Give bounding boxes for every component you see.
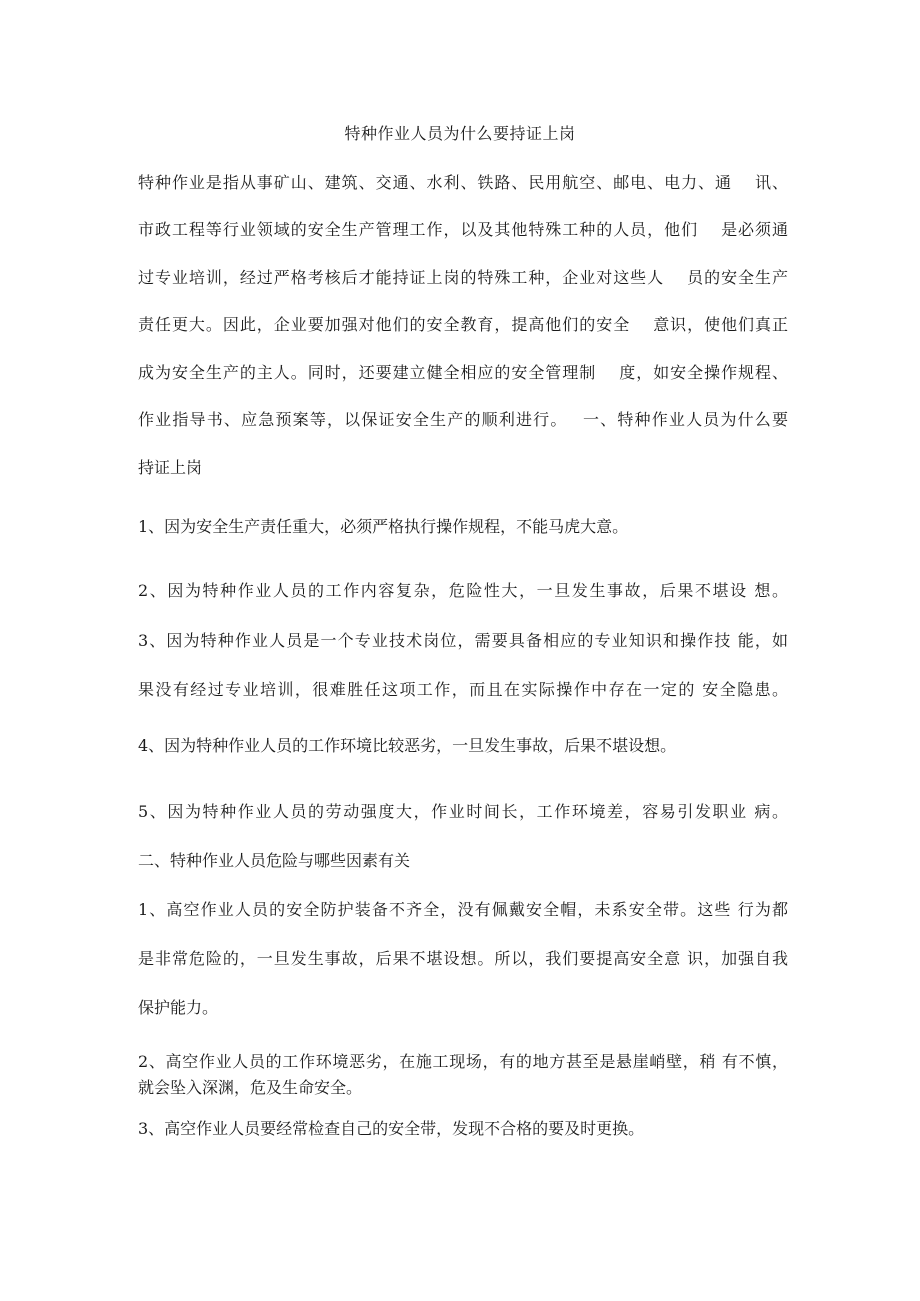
document-title: 特种作业人员为什么要持证上岗	[344, 124, 576, 143]
intro-line: 责任更大。因此，企业要加强对他们的安全教育，提高他们的安全 意识，使他们真正	[138, 315, 788, 334]
list-item: 2、因为特种作业人员的工作内容复杂，危险性大，一旦发生事故，后果不堪设 想。	[138, 581, 788, 600]
intro-line: 市政工程等行业领域的安全生产管理工作，以及其他特殊工种的人员，他们 是必须通	[138, 220, 788, 239]
list-item: 果没有经过专业培训，很难胜任这项工作，而且在实际操作中存在一定的 安全隐患。	[138, 680, 788, 699]
list-item: 1、因为安全生产责任重大，必须严格执行操作规程，不能马虎大意。	[138, 517, 629, 536]
intro-line: 持证上岗	[138, 458, 203, 477]
list-item: 保护能力。	[138, 998, 219, 1017]
list-item: 1、高空作业人员的安全防护装备不齐全，没有佩戴安全帽，未系安全带。这些 行为都	[138, 900, 788, 919]
list-item: 4、因为特种作业人员的工作环境比较恶劣，一旦发生事故，后果不堪设想。	[138, 736, 677, 755]
intro-line: 特种作业是指从事矿山、建筑、交通、水利、铁路、民用航空、邮电、电力、通 讯、	[138, 173, 788, 192]
section-heading: 二、特种作业人员危险与哪些因素有关	[138, 851, 411, 870]
intro-line: 成为安全生产的主人。同时，还要建立健全相应的安全管理制 度，如安全操作规程、	[138, 363, 788, 382]
list-item: 2、高空作业人员的工作环境恶劣，在施工现场，有的地方甚至是悬崖峭壁，稍 有不慎，	[138, 1052, 788, 1071]
intro-line: 作业指导书、应急预案等，以保证安全生产的顺利进行。 一、特种作业人员为什么要	[138, 410, 788, 429]
list-item: 5、因为特种作业人员的劳动强度大，作业时间长，工作环境差，容易引发职业 病。	[138, 802, 788, 821]
list-item: 就会坠入深渊，危及生命安全。	[138, 1078, 363, 1097]
list-item: 是非常危险的，一旦发生事故，后果不堪设想。所以，我们要提高安全意 识，加强自我	[138, 949, 788, 968]
list-item: 3、高空作业人员要经常检查自己的安全带，发现不合格的要及时更换。	[138, 1119, 645, 1138]
intro-line: 过专业培训，经过严格考核后才能持证上岗的特殊工种，企业对这些人 员的安全生产	[138, 268, 788, 287]
list-item: 3、因为特种作业人员是一个专业技术岗位，需要具备相应的专业知识和操作技 能，如	[138, 631, 788, 650]
